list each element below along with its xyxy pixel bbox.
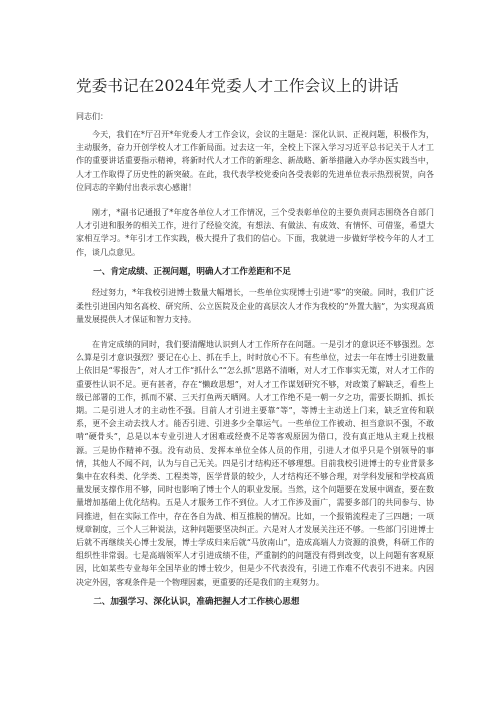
salutation: 同志们： xyxy=(76,112,108,121)
paragraph-intro: 今天，我们在*厅召开*年党委人才工作会议，会议的主题是：深化认识、正视问题，积极作为，主动服务，奋力开创学校人才工作新局面。过去这一年，全校上下深入学习习近平总书记关于人才工作的重要讲话重要指示精神，将新时代人才工作的新理念、新战略、新举措融入办学办医实践当中，人才工作取得了历史性的新突破。在此，我代表学校党委向各受表彰的先进单位表示热烈祝贺，向各位同志的辛勤付出表示衷心感谢！ xyxy=(76,130,434,192)
paragraph-achievements: 经过努力，*年我校引进博士数量大幅增长，一些单位实现博士引进“零”的突破。同时，我们广泛柔性引进国内知名高校、研究所、公立医院及企业的高层次人才作为我校的“外置大脑”，为实现高质量发展提供人才保证和智力支持。 xyxy=(76,288,434,324)
section-heading-2: 二、加强学习、深化认识，准确把握人才工作核心思想 xyxy=(93,596,300,607)
paragraph-problems: 在肯定成绩的同时，我们要清醒地认识到人才工作所存在问题。一是引才的意识还不够强烈。怎么算是引才意识强烈？要记在心上、抓在手上，时时放心不下。有些单位，过去一年在博士引进数量上依旧是“零报告”，对人才工作“抓什么”“怎么抓”思路不清晰，对人才工作事实无策，对人才工作的重要性认识不足。更有甚者，存在“懒政思想”，对人才工作谋划研究不够，对政策了解缺乏，看些上级已部署的工作，抓而不紧、三天打鱼两天晒网。人才工作绝不是一朝一夕之功，需要长期抓、抓长期。二是引进人才的主动性不强。目前人才引进主要靠“等”，等博士主动送上门来，缺乏宣传和联系，更不会主动去找人才。能否引进、引进多少全靠运气。一些单位工作被动、担当意识不强，不敢啃“硬骨头”，总是以本专业引进人才困难或经费不足等客观原因为借口，没有真正地从主观上找根源。三是协作精神不强。没有动员、发挥本单位全体人员的作用，引进人才似乎只是个别领导的事情，其他人不闻不问，认为与自己无关。四是引才结构还不够理想。目前我校引进博士的专业背景多集中在农科类、化学类、工程类等，医学背景的较少，人才结构还不够合理，对学科发展和学校高质量发展支撑作用不够，同时也影响了博士个人的职业发展。当然，这个问题要在发展中调查，要在数量增加基础上优化结构。五是人才服务工作不到位。人才工作涉及面广，需要多部门的共同参与、协同推进，但在实际工作中，存在各自为战、相互推脱的情况。比如，一个报销流程走了三四趟；一项规章制度，三个人三种说法，这种问题要坚决纠正。六是对人才发展关注还不够。一些部门引进博士后就不再继续关心博士发展，博士学成归来后就“马放南山”，造成高端人力资源的浪费，科研工作的组织性非常弱。七是高端领军人才引进成绩不佳，严重制约的问题没有得到改变，以上问题有客观原因，比如某些专业每年全国毕业的博士较少，但是少不代表没有，引进工作难不代表引不进来。内因决定外因，客观条件是一个物理因素，更重要的还是我们的主观努力。 xyxy=(76,339,434,587)
paragraph-report: 刚才，*副书记通报了*年度各单位人才工作情况，三个受表彰单位的主要负责同志围绕各自部门人才引进和服务的相关工作，进行了经验交流，有想法、有做法、有成效、有情怀、可借鉴，希望大家相互学习。*年引才工作实践，极大提升了我们的信心。下面，我就进一步做好学校今年的人才工作，谈几点意见。 xyxy=(76,208,434,257)
section-heading-1: 一、肯定成绩、正视问题，明确人才工作差距和不足 xyxy=(93,266,291,277)
page-title: 党委书记在2024年党委人才工作会议上的讲话 xyxy=(76,77,399,95)
